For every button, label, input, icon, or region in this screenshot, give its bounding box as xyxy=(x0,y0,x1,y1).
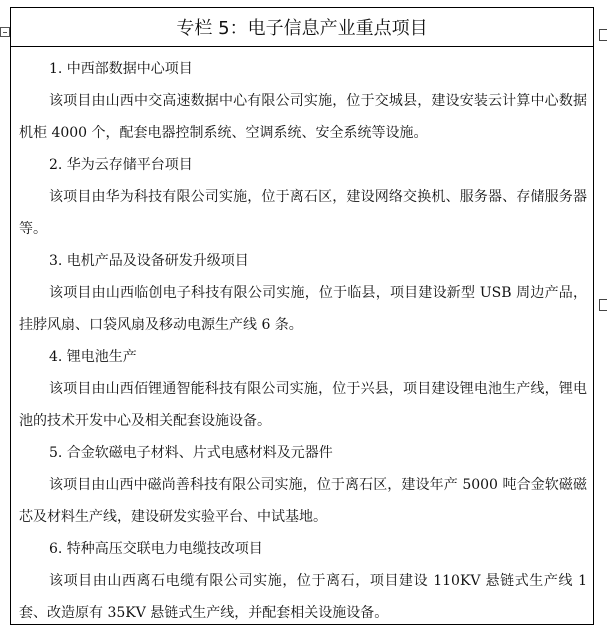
project-description: 该项目由山西佰锂通智能科技有限公司实施，位于兴县，项目建设锂电池生产线，锂电池的技术开发中心及相关配套设施设备。 xyxy=(19,381,587,429)
project-item xyxy=(19,341,587,437)
column-title: 专栏 5：电子信息产业重点项目 xyxy=(11,8,593,47)
column-box xyxy=(10,7,594,625)
project-description: 该项目由山西离石电缆有限公司实施，位于离石，项目建设 110KV 悬链式生产线 1 套、改造原有 35KV 悬链式生产线，并配套相关设施设备。 xyxy=(19,573,587,621)
column-content xyxy=(11,47,593,629)
page-edge-marker xyxy=(599,299,607,311)
project-item xyxy=(19,245,587,341)
project-description: 该项目由山西临创电子科技有限公司实施，位于临县，项目建设新型 USB 周边产品，挂脖风扇、口袋风扇及移动电源生产线 6 条。 xyxy=(19,285,587,333)
table-move-handle-icon[interactable] xyxy=(0,27,10,37)
project-description: 该项目由华为科技有限公司实施，位于离石区，建设网络交换机、服务器、存储服务器等。 xyxy=(19,189,587,237)
project-heading: 3. 电机产品及设备研发升级项目 xyxy=(49,253,249,269)
project-description: 该项目由山西中交高速数据中心有限公司实施，位于交城县，建设安装云计算中心数据机柜 4000 个，配套电器控制系统、空调系统、安全系统等设施。 xyxy=(19,93,587,141)
project-heading: 5. 合金软磁电子材料、片式电感材料及元器件 xyxy=(49,445,333,461)
project-description: 该项目由山西中磁尚善科技有限公司实施，位于离石区，建设年产 5000 吨合金软磁磁芯及材料生产线，建设研发实验平台、中试基地。 xyxy=(19,477,587,525)
project-item xyxy=(19,149,587,245)
project-item xyxy=(19,437,587,533)
project-heading: 1. 中西部数据中心项目 xyxy=(49,61,193,77)
page-edge-marker xyxy=(599,29,607,41)
project-heading: 6. 特种高压交联电力电缆技改项目 xyxy=(49,541,263,557)
project-heading: 2. 华为云存储平台项目 xyxy=(49,157,193,173)
project-item xyxy=(19,53,587,149)
project-item xyxy=(19,533,587,629)
project-heading: 4. 锂电池生产 xyxy=(49,349,137,365)
